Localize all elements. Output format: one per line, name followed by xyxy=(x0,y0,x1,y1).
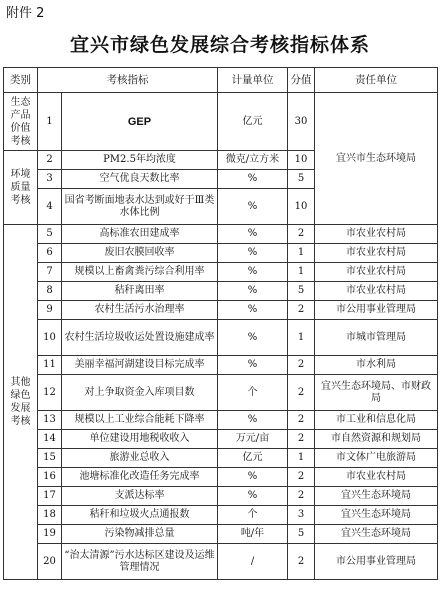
score-value: 5 xyxy=(288,282,315,301)
table-row xyxy=(4,525,438,544)
index-name: “治太清源”污水达标区建设及运维管理情况 xyxy=(62,544,218,580)
index-name: 空气优良天数比率 xyxy=(62,170,218,189)
row-number: 10 xyxy=(38,320,62,356)
row-number: 16 xyxy=(38,468,62,487)
header-dept: 责任单位 xyxy=(315,68,438,93)
unit-value: 个 xyxy=(218,506,288,525)
table-row xyxy=(4,301,438,320)
score-value: 1 xyxy=(288,263,315,282)
table-row xyxy=(4,449,438,468)
row-number: 14 xyxy=(38,430,62,449)
unit-value: % xyxy=(218,487,288,506)
table-row xyxy=(4,375,438,411)
index-name: 国省考断面地表水达到或好于Ⅲ类水体比例 xyxy=(62,189,218,225)
index-name: 秸秆离田率 xyxy=(62,282,218,301)
index-name: 单位建设用地税收收入 xyxy=(62,430,218,449)
score-value: 2 xyxy=(288,356,315,375)
index-name: GEP xyxy=(62,93,218,151)
index-name: 美丽幸福河湖建设目标完成率 xyxy=(62,356,218,375)
dept-value: 市工业和信息化局 xyxy=(315,411,438,430)
row-number: 11 xyxy=(38,356,62,375)
dept-value: 市城市管理局 xyxy=(315,320,438,356)
dept-value: 市公用事业管理局 xyxy=(315,544,438,580)
unit-value: % xyxy=(218,468,288,487)
row-number: 5 xyxy=(38,225,62,244)
unit-value: % xyxy=(218,411,288,430)
row-number: 3 xyxy=(38,170,62,189)
dept-value: 宜兴生态环境局、市财政局 xyxy=(315,375,438,411)
table-row xyxy=(4,411,438,430)
unit-value: 个 xyxy=(218,375,288,411)
row-number: 1 xyxy=(38,93,62,151)
dept-value: 市农业农村局 xyxy=(315,225,438,244)
index-name: 废旧农膜回收率 xyxy=(62,244,218,263)
category-other: 其他绿色发展考核 xyxy=(4,225,38,580)
score-value: 2 xyxy=(288,468,315,487)
unit-value: % xyxy=(218,263,288,282)
score-value: 2 xyxy=(288,375,315,411)
score-value: 2 xyxy=(288,225,315,244)
dept-value: 市水利局 xyxy=(315,356,438,375)
score-value: 2 xyxy=(288,411,315,430)
header-row xyxy=(4,68,438,93)
dept-value: 宜兴生态环境局 xyxy=(315,487,438,506)
row-number: 19 xyxy=(38,525,62,544)
index-name: 规模以上畜禽粪污综合利用率 xyxy=(62,263,218,282)
index-name: 秸秆和垃圾火点通报数 xyxy=(62,506,218,525)
score-value: 10 xyxy=(288,189,315,225)
row-number: 9 xyxy=(38,301,62,320)
index-name: 对上争取资金入库项目数 xyxy=(62,375,218,411)
table-row xyxy=(4,225,438,244)
score-value: 5 xyxy=(288,525,315,544)
unit-value: % xyxy=(218,170,288,189)
dept-value: 市农业农村局 xyxy=(315,282,438,301)
index-name: 规模以上工业综合能耗下降率 xyxy=(62,411,218,430)
index-name: 高标准农田建成率 xyxy=(62,225,218,244)
table-row xyxy=(4,93,438,151)
unit-value: 亿元 xyxy=(218,93,288,151)
table-row xyxy=(4,487,438,506)
table-row xyxy=(4,544,438,580)
score-value: 3 xyxy=(288,506,315,525)
table-row xyxy=(4,263,438,282)
dept-value: 宜兴生态环境局 xyxy=(315,525,438,544)
dept-value: 市农业农村局 xyxy=(315,263,438,282)
row-number: 13 xyxy=(38,411,62,430)
document-title: 宜兴市绿色发展综合考核指标体系 xyxy=(69,34,370,56)
unit-value: % xyxy=(218,244,288,263)
unit-value: % xyxy=(218,356,288,375)
unit-value: % xyxy=(218,301,288,320)
table-row xyxy=(4,430,438,449)
index-name: 支派达标率 xyxy=(62,487,218,506)
table-row xyxy=(4,356,438,375)
table-row xyxy=(4,468,438,487)
unit-value: 亿元 xyxy=(218,449,288,468)
index-name: PM2.5年均浓度 xyxy=(62,151,218,170)
table-row xyxy=(4,506,438,525)
dept-value: 市农业农村局 xyxy=(315,468,438,487)
score-value: 10 xyxy=(288,151,315,170)
header-score: 分值 xyxy=(288,68,315,93)
assessment-table xyxy=(3,67,438,580)
dept-shared: 宜兴市生态环境局 xyxy=(315,93,438,225)
row-number: 8 xyxy=(38,282,62,301)
unit-value: % xyxy=(218,225,288,244)
row-number: 2 xyxy=(38,151,62,170)
row-number: 18 xyxy=(38,506,62,525)
score-value: 2 xyxy=(288,430,315,449)
dept-value: 宜兴生态环境局 xyxy=(315,506,438,525)
dept-value: 市文体广电旅游局 xyxy=(315,449,438,468)
row-number: 20 xyxy=(38,544,62,580)
header-unit: 计量单位 xyxy=(218,68,288,93)
category-env-quality: 环境质量考核 xyxy=(4,151,38,225)
row-number: 15 xyxy=(38,449,62,468)
unit-value: % xyxy=(218,282,288,301)
score-value: 1 xyxy=(288,320,315,356)
dept-value: 市公用事业管理局 xyxy=(315,301,438,320)
unit-value: 微克/立方米 xyxy=(218,151,288,170)
score-value: 1 xyxy=(288,449,315,468)
index-name: 农村生活污水治理率 xyxy=(62,301,218,320)
table-row xyxy=(4,282,438,301)
score-value: 1 xyxy=(288,244,315,263)
index-name: 池塘标准化改造任务完成率 xyxy=(62,468,218,487)
score-value: 2 xyxy=(288,544,315,580)
dept-value: 市自然资源和规划局 xyxy=(315,430,438,449)
unit-value: 万元/亩 xyxy=(218,430,288,449)
score-value: 5 xyxy=(288,170,315,189)
score-value: 2 xyxy=(288,487,315,506)
table-row xyxy=(4,244,438,263)
attachment-label: 附件 2 xyxy=(6,6,45,21)
score-value: 30 xyxy=(288,93,315,151)
row-number: 12 xyxy=(38,375,62,411)
index-name: 旅游业总收入 xyxy=(62,449,218,468)
header-index: 考核指标 xyxy=(38,68,218,93)
row-number: 7 xyxy=(38,263,62,282)
table-row xyxy=(4,320,438,356)
header-category: 类别 xyxy=(4,68,38,93)
unit-value: % xyxy=(218,320,288,356)
unit-value: % xyxy=(218,189,288,225)
index-name: 污染物减排总量 xyxy=(62,525,218,544)
row-number: 4 xyxy=(38,189,62,225)
row-number: 6 xyxy=(38,244,62,263)
score-value: 2 xyxy=(288,301,315,320)
unit-value: 吨/年 xyxy=(218,525,288,544)
row-number: 17 xyxy=(38,487,62,506)
dept-value: 市农业农村局 xyxy=(315,244,438,263)
category-eco-value: 生态产品价值考核 xyxy=(4,93,38,151)
unit-value: / xyxy=(218,544,288,580)
index-name: 农村生活垃圾收运处置设施建成率 xyxy=(62,320,218,356)
